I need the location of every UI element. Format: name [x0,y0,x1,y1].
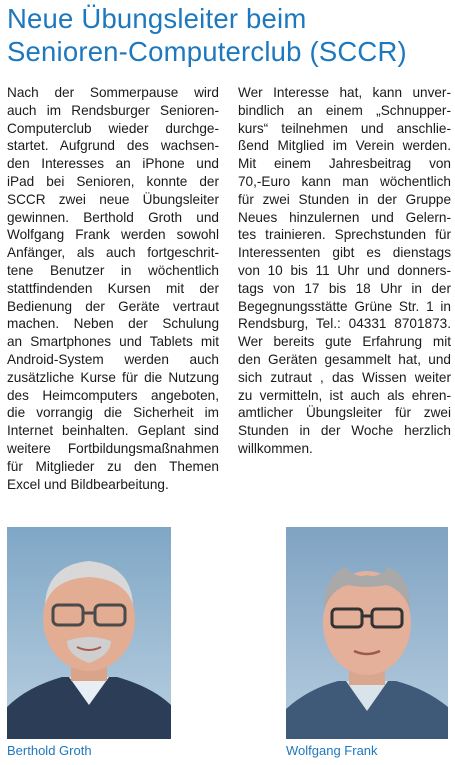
text-line: startet. Aufgrund des wachsen- [7,138,219,154]
text-line: bindlich an einem „Schnupper- [238,102,451,118]
portrait-image [7,527,171,739]
text-line: Bedienung der Geräte vertraut [7,298,219,314]
text-line: Computerclub wieder durchge- [7,120,219,136]
text-line: Neues hinzulernen und Gelern- [238,209,451,225]
text-line: den Geräten gesammelt hat, und [238,351,451,367]
text-line: an Smartphones und Tablets mit [7,334,219,350]
text-line: SCCR zwei neue Übungsleiter [7,191,219,207]
text-line: die vorrangig die Sicherheit im [7,405,219,421]
photo-berthold-groth [7,527,171,739]
headline-line-2: Senioren-Computerclub (SCCR) [7,36,407,67]
text-line: sich zutraut , das Wissen weiter [238,369,451,385]
text-line: willkommen. [238,440,313,456]
text-line: des Heimcomputers angeboten, [7,387,219,403]
text-line: Stunden in der Woche herzlich [238,423,451,439]
text-line: ßend Mitglied im Verein werden. [238,138,451,154]
headline [7,2,452,68]
text-line: zusätzliche Kurse für die Nutzung [7,369,219,385]
text-line: für zwei Stunden in der Gruppe [238,191,451,207]
text-line: iPad bei Senioren, konnte der [7,173,219,189]
text-line: tes trainieren. Sprechstunden für [238,227,451,243]
text-line: Internet beinhalten. Geplant sind [7,423,219,439]
text-line: für Mitglieder zu den Themen [7,458,219,474]
text-line: Nach der Sommerpause wird [7,85,219,100]
text-line: stattfindenden Kursen mit der [7,280,219,296]
headline-line-1: Neue Übungsleiter beim [7,3,307,34]
caption-wolfgang-frank: Wolfgang Frank [286,743,378,758]
text-line: Interessenten gibt es dienstags [238,245,451,261]
text-line: Android-System werden auch [7,351,219,367]
text-line: Rendsburg, Tel.: 04331 8701873. [238,316,451,332]
text-line: zu vermitteln, ist auch als ehren- [238,387,451,403]
text-line: den Interesses an iPhone und [7,156,219,172]
text-line: machen. Neben der Schulung [7,316,219,332]
text-line: tene Benutzer in wöchentlich [7,262,219,278]
article-column-left [7,84,219,493]
text-line: Wer Interesse hat, kann unver- [238,85,451,100]
article-column-right [238,84,451,458]
text-line: 70,-Euro kann man wöchentlich [238,173,451,189]
portrait-image [286,527,448,739]
text-line: Excel und Bildbearbeitung. [7,476,169,492]
text-line: Mit einem Jahresbeitrag von [238,156,451,172]
text-line: Begegnungsstätte Grüne Str. 1 in [238,298,451,314]
text-line: amtlicher Übungsleiter für zwei [238,405,451,421]
text-line: gewinnen. Berthold Groth und [7,209,219,225]
text-line: kurs“ teilnehmen und anschlie- [238,120,451,136]
text-line: weitere Fortbildungsmaßnahmen [7,440,219,456]
text-line: von 10 bis 11 Uhr und donners- [238,262,451,278]
text-line: tags von 17 bis 18 Uhr in der [238,280,451,296]
text-line: Wer bereits gute Erfahrung mit [238,334,451,350]
text-line: Wolfgang Frank werden sowohl [7,227,219,243]
text-line: Anfänger, als auch fortgeschrit- [7,245,219,261]
text-line: auch im Rendsburger Senioren- [7,102,219,118]
caption-berthold-groth: Berthold Groth [7,743,92,758]
photo-wolfgang-frank [286,527,448,739]
